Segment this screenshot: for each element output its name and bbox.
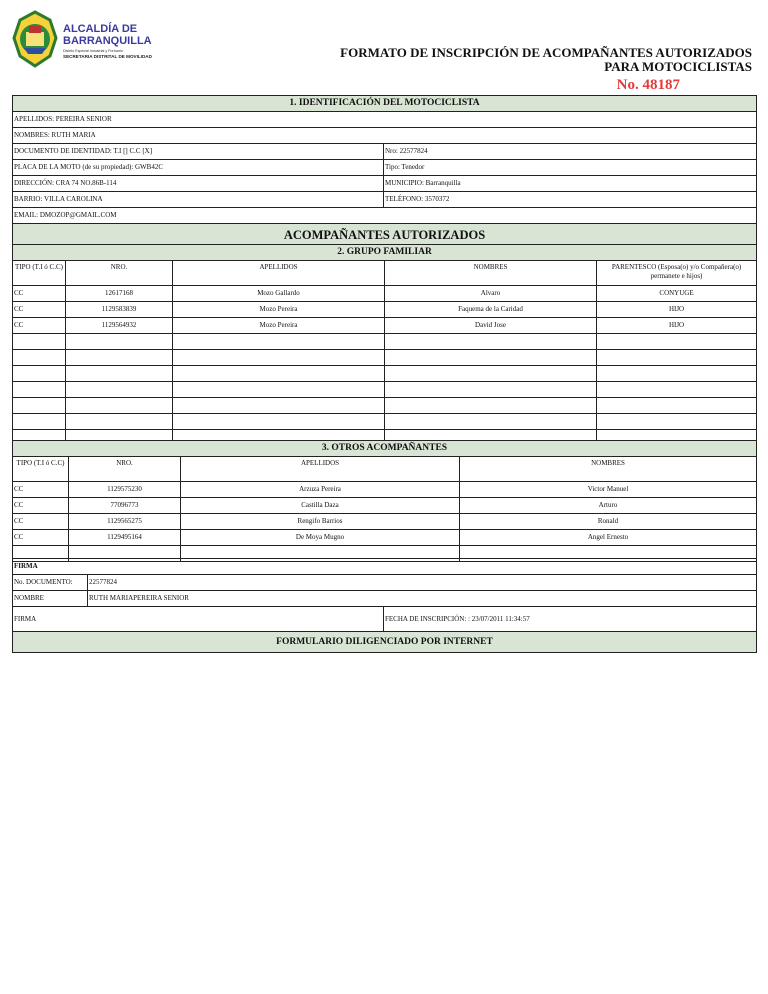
table-cell	[385, 414, 597, 430]
col-header-tipo: TIPO (T.I ó C.C)	[13, 261, 66, 286]
municipio-field: MUNICIPIO: Barranquilla	[384, 176, 757, 192]
table-cell	[597, 366, 757, 382]
table-row	[13, 514, 757, 530]
table-cell	[385, 398, 597, 414]
direccion-field: DIRECCIÓN: CRA 74 NO.86B-114	[13, 176, 384, 192]
table-cell	[66, 414, 173, 430]
table-cell: CC	[13, 482, 69, 498]
table-cell: Arzuza Pereira	[181, 482, 460, 498]
table-row	[13, 334, 757, 350]
table-cell	[385, 382, 597, 398]
table-cell	[385, 366, 597, 382]
table-cell	[597, 334, 757, 350]
section2-heading: 2. GRUPO FAMILIAR	[13, 245, 757, 261]
tipo-field: Tipo: Tenedor	[384, 160, 757, 176]
table-cell: 1129495164	[69, 530, 181, 546]
table-cell: 1129583839	[66, 302, 173, 318]
table-cell: HIJO	[597, 302, 757, 318]
table-row	[13, 498, 757, 514]
table-cell	[13, 350, 66, 366]
col-header-nro: NRO.	[66, 261, 173, 286]
logo-line-3: Distrito Especial Industrial y Portuario	[63, 49, 123, 53]
form-title-line-2: PARA MOTOCICLISTAS	[604, 59, 752, 74]
section-firma	[12, 558, 757, 653]
table-cell	[597, 382, 757, 398]
barrio-field: BARRIO: VILLA CAROLINA	[13, 192, 384, 208]
logo-line-1: ALCALDÍA DE	[63, 23, 138, 35]
table-cell: CONYUGE	[597, 286, 757, 302]
table-cell: Rengifo Barrios	[181, 514, 460, 530]
table-cell	[66, 398, 173, 414]
col-header-apellidos: APELLIDOS	[173, 261, 385, 286]
col-header-nro: NRO.	[69, 457, 181, 482]
table-cell: CC	[13, 302, 66, 318]
table-cell	[13, 398, 66, 414]
table-cell: Castilla Daza	[181, 498, 460, 514]
table-cell: Faquema de la Caridad	[385, 302, 597, 318]
table-cell: CC	[13, 514, 69, 530]
acompanantes-heading: ACOMPAÑANTES AUTORIZADOS	[13, 224, 757, 246]
table-cell: Mozo Pereira	[173, 302, 385, 318]
table-cell: 12617168	[66, 286, 173, 302]
nombre-label: NOMBRE	[13, 591, 88, 607]
section-otros-acompanantes	[12, 440, 757, 562]
table-cell: CC	[13, 498, 69, 514]
table-row	[13, 382, 757, 398]
table-cell: Mozo Pereira	[173, 318, 385, 334]
nombre-value: RUTH MARIAPEREIRA SENIOR	[88, 591, 757, 607]
table-cell	[385, 334, 597, 350]
table-row	[13, 414, 757, 430]
table-cell: 77096773	[69, 498, 181, 514]
table-cell: CC	[13, 318, 66, 334]
doc-value: 22577824	[88, 575, 757, 591]
coat-of-arms-icon	[10, 10, 60, 68]
nro-field: Nro: 22577824	[384, 144, 757, 160]
table-cell	[13, 414, 66, 430]
table-cell: Mozo Gallardo	[173, 286, 385, 302]
table-cell	[66, 366, 173, 382]
section1-heading: 1. IDENTIFICACIÓN DEL MOTOCICLISTA	[13, 96, 757, 112]
apellidos-field: APELLIDOS: PEREIRA SENIOR	[13, 112, 757, 128]
logo-line-4: SECRETARIA DISTRITAL DE MOVILIDAD	[63, 54, 152, 59]
table-row	[13, 398, 757, 414]
col-header-nombres: NOMBRES	[460, 457, 757, 482]
table-cell: Angel Ernesto	[460, 530, 757, 546]
table-cell	[66, 334, 173, 350]
table-cell	[385, 350, 597, 366]
table-cell	[13, 366, 66, 382]
col-header-nombres: NOMBRES	[385, 261, 597, 286]
firma-signature-box: FIRMA	[13, 607, 384, 632]
doc-label: No. DOCUMENTO:	[13, 575, 88, 591]
table-cell	[66, 382, 173, 398]
table-cell	[173, 398, 385, 414]
table-cell: Alvaro	[385, 286, 597, 302]
form-title-line-1: FORMATO DE INSCRIPCIÓN DE ACOMPAÑANTES AUTORIZADOS	[340, 45, 752, 60]
col-header-apellidos: APELLIDOS	[181, 457, 460, 482]
table-cell	[597, 398, 757, 414]
section3-heading: 3. OTROS ACOMPAÑANTES	[13, 441, 757, 457]
col-header-parentesco: PARENTESCO (Esposa(o) y/o Compañera(o) permanete e hijos)	[597, 261, 757, 286]
table-row	[13, 482, 757, 498]
table-cell: CC	[13, 286, 66, 302]
firma-heading: FIRMA	[13, 559, 757, 575]
table-cell	[173, 414, 385, 430]
table-cell	[173, 334, 385, 350]
table-cell: Victor Manuel	[460, 482, 757, 498]
nombres-field: NOMBRES: RUTH MARIA	[13, 128, 757, 144]
table-row	[13, 530, 757, 546]
table-cell	[66, 350, 173, 366]
table-cell	[13, 334, 66, 350]
table-cell: CC	[13, 530, 69, 546]
form-number: No. 48187	[616, 77, 680, 93]
table-cell: Arturo	[460, 498, 757, 514]
table-cell	[173, 382, 385, 398]
email-field: EMAIL: DMOZOP@GMAIL.COM	[13, 208, 757, 224]
section-motociclista	[12, 95, 757, 246]
logo-line-2: BARRANQUILLA	[63, 35, 152, 47]
table-cell	[597, 414, 757, 430]
table-row	[13, 350, 757, 366]
section-grupo-familiar	[12, 244, 757, 446]
fecha-inscripcion: FECHA DE INSCRIPCIÓN: : 23/07/2011 11:34:57	[384, 607, 757, 632]
table-row	[13, 366, 757, 382]
placa-field: PLACA DE LA MOTO (de su propiedad): GWB42C	[13, 160, 384, 176]
table-cell: 1129565275	[69, 514, 181, 530]
telefono-field: TELÉFONO: 3570372	[384, 192, 757, 208]
table-cell: David Jose	[385, 318, 597, 334]
col-header-tipo: TIPO (T.I ó C.C)	[13, 457, 69, 482]
table-cell: HIJO	[597, 318, 757, 334]
footer-note: FORMULARIO DILIGENCIADO POR INTERNET	[13, 632, 757, 653]
alcaldia-logo	[10, 10, 152, 68]
table-row	[13, 286, 757, 302]
table-cell	[173, 366, 385, 382]
documento-field: DOCUMENTO DE IDENTIDAD: T.I [] C.C [X]	[13, 144, 384, 160]
table-row	[13, 318, 757, 334]
table-cell: 1129575230	[69, 482, 181, 498]
table-cell: De Moya Mugno	[181, 530, 460, 546]
table-cell: 1129564932	[66, 318, 173, 334]
table-cell	[173, 350, 385, 366]
table-row	[13, 302, 757, 318]
table-cell: Ronald	[460, 514, 757, 530]
table-cell	[597, 350, 757, 366]
table-cell	[13, 382, 66, 398]
